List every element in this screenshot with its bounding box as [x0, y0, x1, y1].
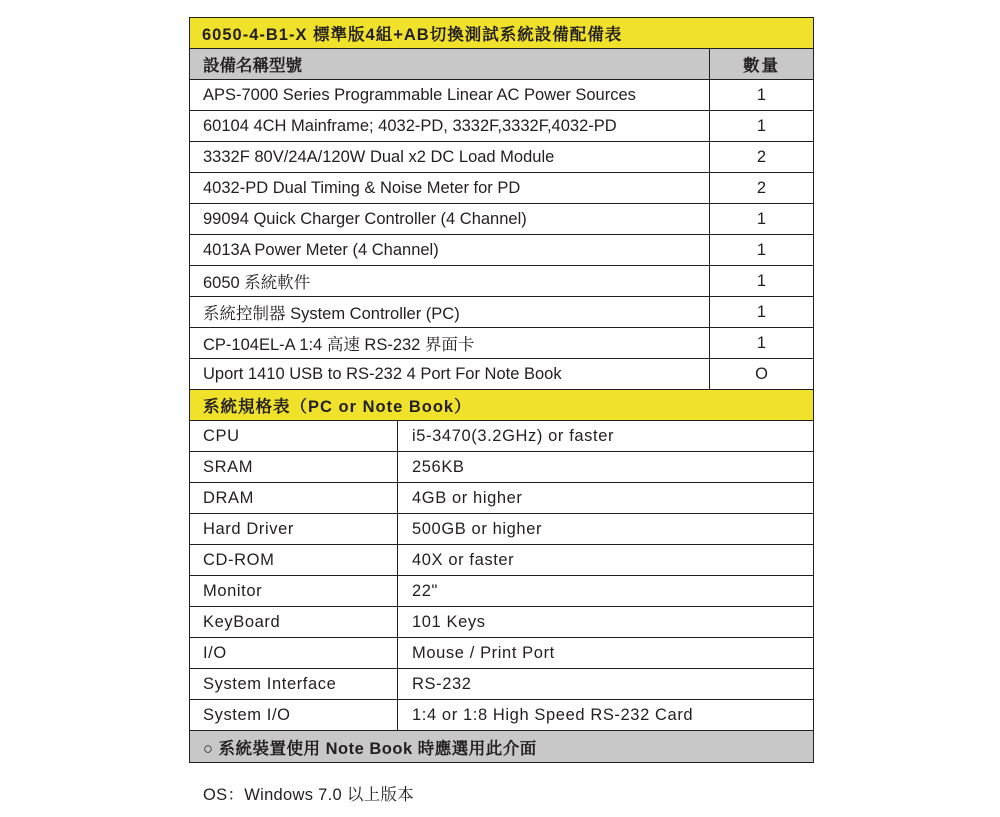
equipment-qty: 1: [756, 302, 767, 321]
equipment-name: 6050 系統軟件: [190, 266, 710, 296]
equipment-name: APS-7000 Series Programmable Linear AC Power Sources: [190, 80, 710, 110]
equipment-name: 4013A Power Meter (4 Channel): [190, 235, 710, 265]
note-text: ○ 系統裝置使用 Note Book 時應選用此介面: [190, 731, 813, 762]
os-requirement: OS：Windows 7.0 以上版本: [203, 786, 415, 804]
equipment-row: [190, 359, 813, 390]
spec-value: 500GB or higher: [412, 519, 543, 538]
equipment-row: [190, 328, 813, 359]
spec-row: [190, 638, 813, 669]
equipment-qty: 1: [756, 271, 767, 290]
table-title-row: [190, 18, 813, 49]
spec-row: [190, 669, 813, 700]
spec-row: [190, 514, 813, 545]
spec-row: [190, 421, 813, 452]
equipment-name: 4032-PD Dual Timing & Noise Meter for PD: [190, 173, 710, 203]
equipment-row: [190, 142, 813, 173]
equipment-name: 3332F 80V/24A/120W Dual x2 DC Load Module: [190, 142, 710, 172]
equipment-row: [190, 297, 813, 328]
spec-key: CPU: [190, 421, 398, 451]
equipment-row: [190, 173, 813, 204]
spec-key: I/O: [190, 638, 398, 668]
equipment-row: [190, 80, 813, 111]
spec-row: [190, 607, 813, 638]
equipment-qty: 1: [756, 333, 767, 352]
spec-row: [190, 576, 813, 607]
spec-key: Hard Driver: [190, 514, 398, 544]
equipment-row: [190, 235, 813, 266]
equipment-name: 系統控制器 System Controller (PC): [190, 297, 710, 327]
equipment-header-row: [190, 49, 813, 80]
equipment-qty: 2: [756, 178, 767, 197]
spec-key: System Interface: [190, 669, 398, 699]
equipment-qty: 2: [756, 147, 767, 166]
spec-key: Monitor: [190, 576, 398, 606]
spec-section-title: 系統規格表（PC or Note Book）: [190, 390, 813, 420]
spec-value: 40X or faster: [412, 550, 515, 569]
equipment-name: CP-104EL-A 1:4 高速 RS-232 界面卡: [190, 328, 710, 358]
spec-value: 1:4 or 1:8 High Speed RS-232 Card: [412, 705, 694, 724]
equipment-row: [190, 204, 813, 235]
spec-row: [190, 483, 813, 514]
spec-key: DRAM: [190, 483, 398, 513]
spec-row: [190, 452, 813, 483]
spec-value: RS-232: [412, 674, 472, 693]
equipment-qty: O: [755, 364, 768, 383]
equipment-name: 99094 Quick Charger Controller (4 Channel): [190, 204, 710, 234]
spec-title-row: [190, 390, 813, 421]
table-title: 6050-4-B1-X 標準版4組+AB切換測試系統設備配備表: [190, 18, 813, 48]
equipment-name-header: 設備名稱型號: [190, 49, 710, 79]
equipment-qty-header: 數量: [710, 49, 813, 79]
spec-value: 22": [412, 581, 439, 600]
equipment-name: Uport 1410 USB to RS-232 4 Port For Note Book: [190, 359, 710, 389]
spec-row: [190, 545, 813, 576]
equipment-row: [190, 111, 813, 142]
equipment-name: 60104 4CH Mainframe; 4032-PD, 3332F,3332F,4032-PD: [190, 111, 710, 141]
equipment-spec-table: [189, 17, 814, 763]
equipment-qty: 1: [756, 116, 767, 135]
spec-key: CD-ROM: [190, 545, 398, 575]
equipment-qty: 1: [756, 85, 767, 104]
note-row: [190, 731, 813, 762]
equipment-qty: 1: [756, 240, 767, 259]
spec-value: 256KB: [412, 457, 465, 476]
spec-key: System I/O: [190, 700, 398, 730]
spec-value: 101 Keys: [412, 612, 486, 631]
spec-key: SRAM: [190, 452, 398, 482]
spec-value: Mouse / Print Port: [412, 643, 555, 662]
equipment-row: [190, 266, 813, 297]
equipment-qty: 1: [756, 209, 767, 228]
spec-value: 4GB or higher: [412, 488, 523, 507]
spec-value: i5-3470(3.2GHz) or faster: [412, 426, 615, 445]
spec-row: [190, 700, 813, 731]
spec-key: KeyBoard: [190, 607, 398, 637]
